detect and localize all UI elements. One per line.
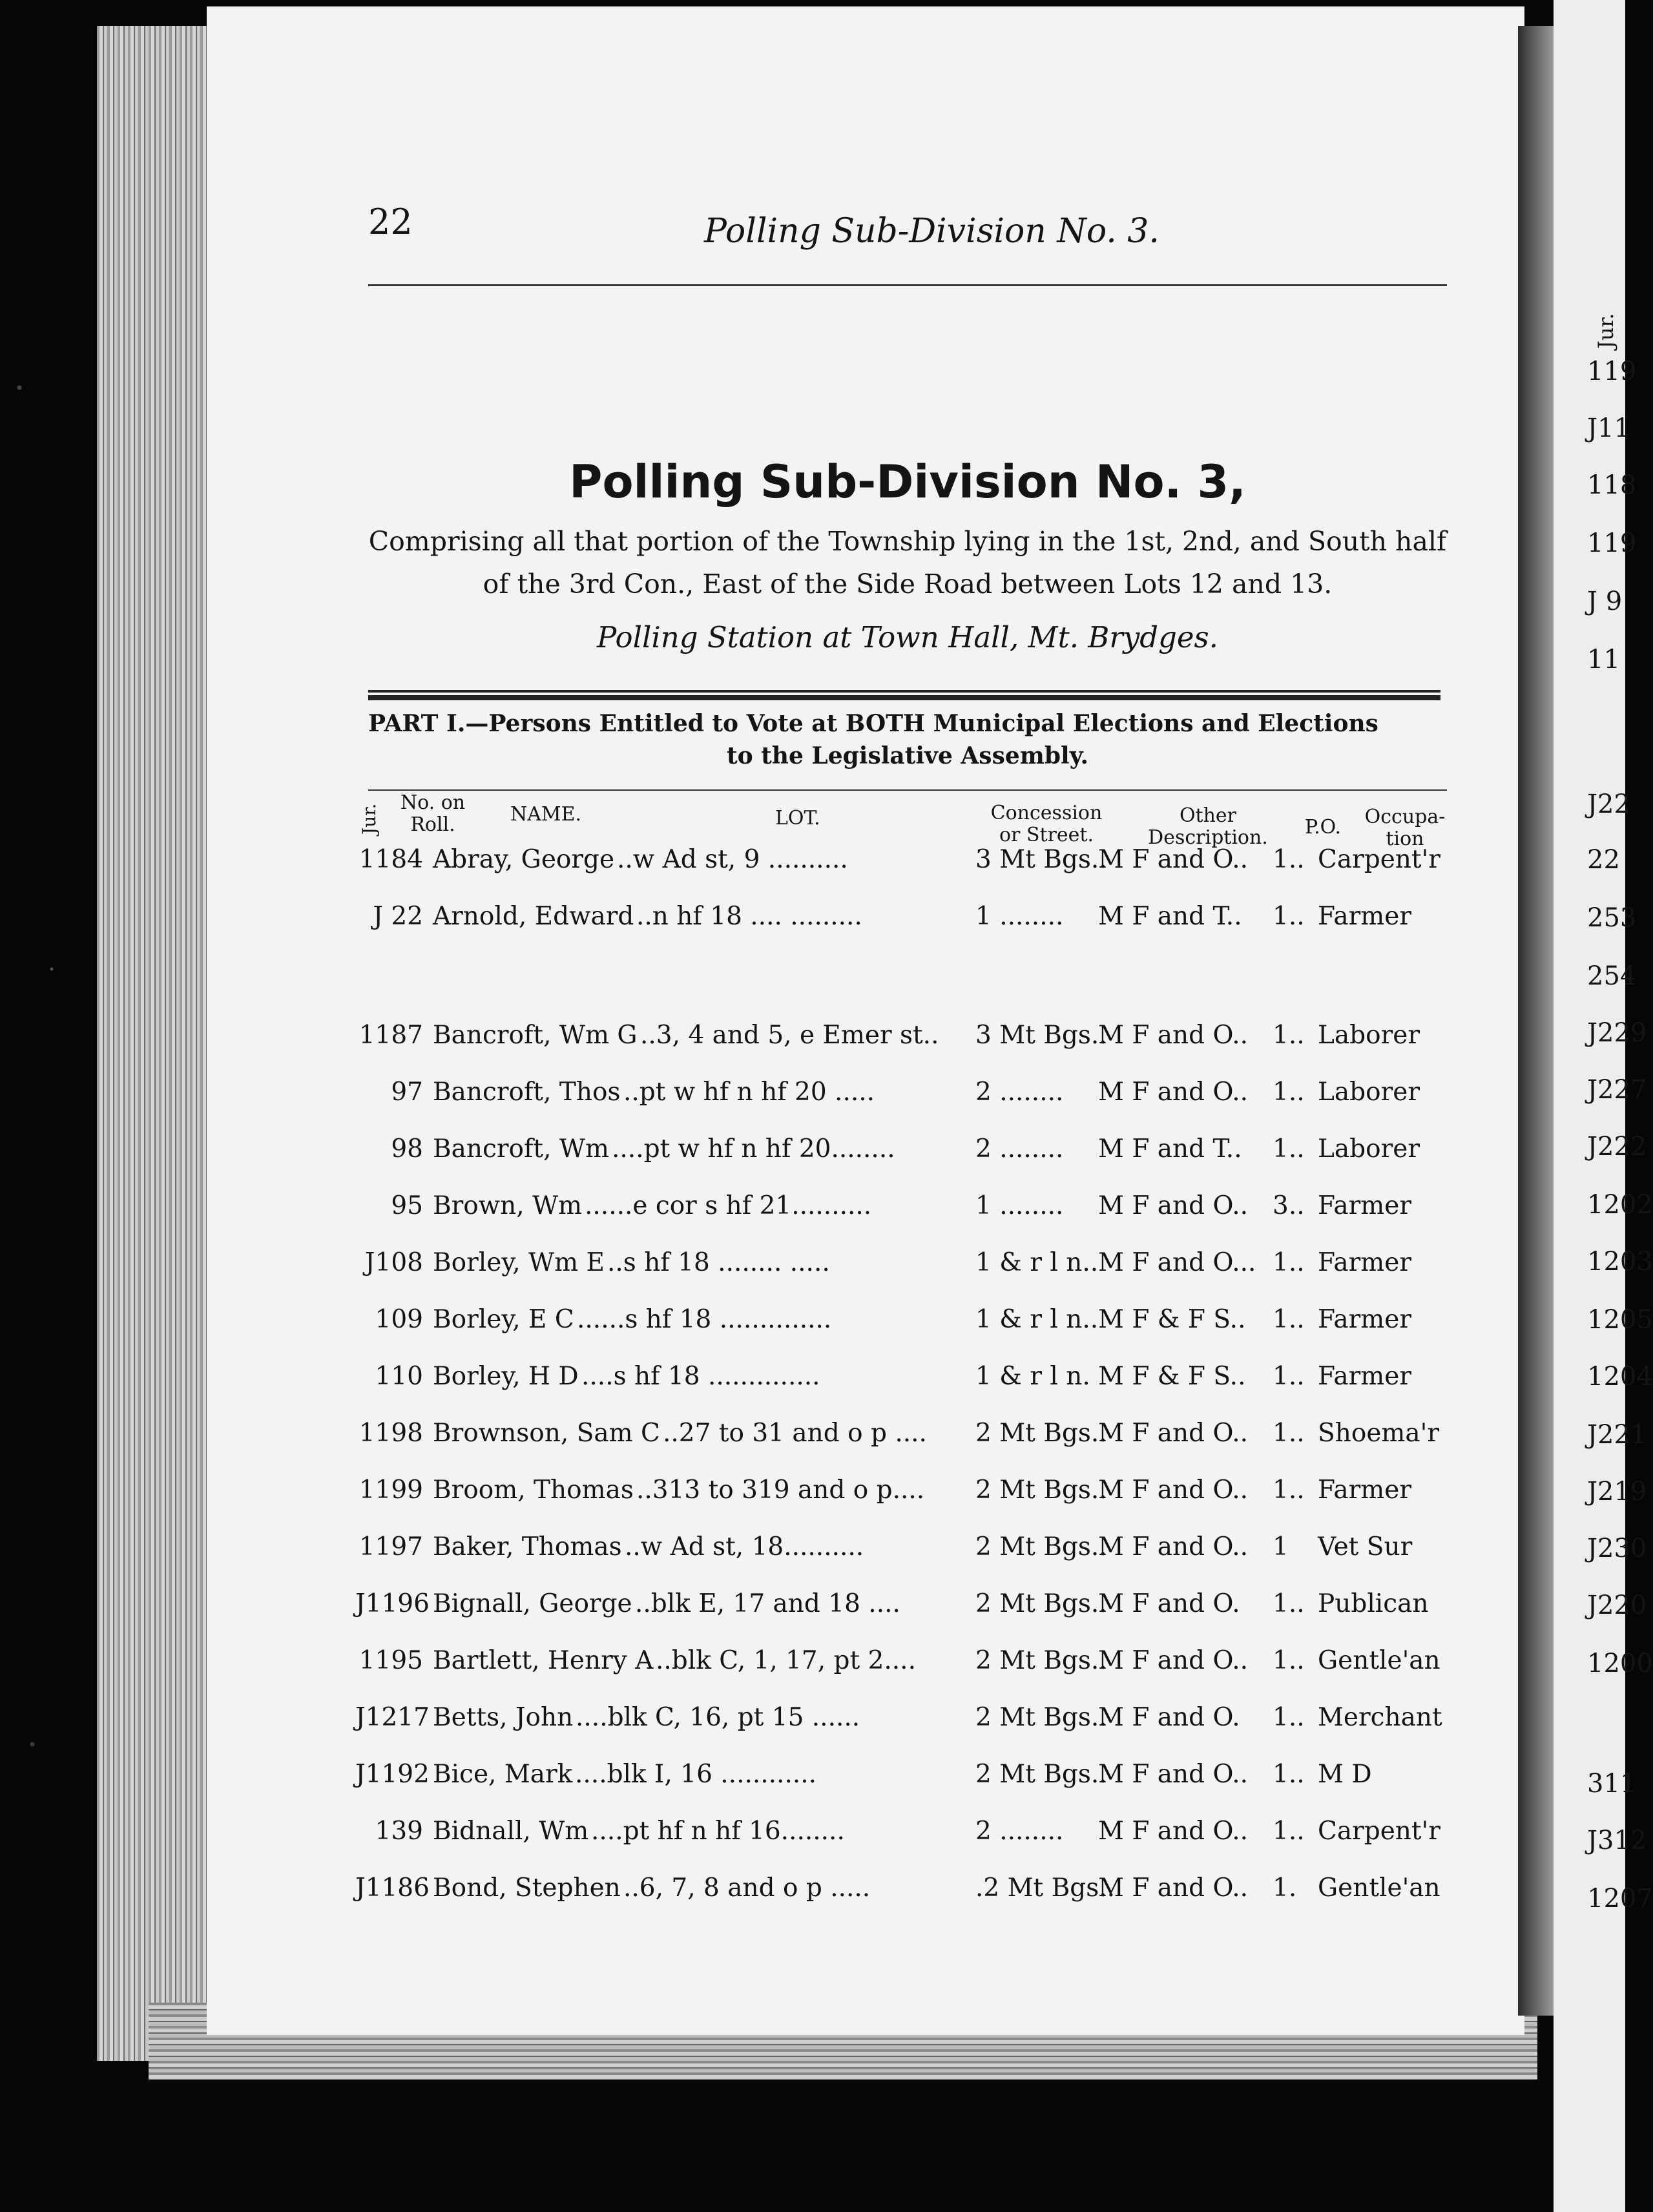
occupation: Farmer [1318,1305,1412,1334]
table-row [355,1419,1453,1457]
concession: 2 Mt Bgs.. [975,1532,1107,1561]
table-row [355,1817,1453,1855]
post-office: 1.. [1273,1248,1305,1277]
area-description-line: Comprising all that portion of the Township lying in the 1st, 2nd, and South half [368,526,1447,557]
column-header-roll: No. on Roll. [400,791,466,836]
running-title: Polling Sub-Division No. 3. [704,212,1159,251]
other-description: M F and O. [1098,1703,1240,1732]
concession: 1 ........ [975,902,1064,931]
facing-page-fragment: 1204 [1587,1362,1653,1392]
column-header-other-description: Other Description. [1148,804,1268,849]
post-office: 1.. [1273,1646,1305,1675]
lot: ..pt w hf n hf 20 ..... [623,1078,875,1107]
post-office: 1.. [1273,1362,1305,1391]
roll-number: 1184 [359,845,423,874]
occupation: Farmer [1318,1248,1412,1277]
facing-page-fragment: J222 [1587,1132,1647,1162]
post-office: 1. [1273,1873,1297,1903]
voter-name: Bignall, George [433,1589,632,1618]
other-description: M F and O... [1098,1248,1256,1277]
part-heading-line: to the Legislative Assembly. [726,742,1089,769]
other-description: M F and O.. [1098,1817,1249,1846]
post-office: 1 [1273,1532,1289,1561]
lot: ..n hf 18 .... ......... [636,902,862,931]
other-description: M F and O.. [1098,1078,1249,1107]
occupation: Farmer [1318,1476,1412,1505]
table-row [355,1134,1453,1173]
occupation: Laborer [1318,1021,1420,1050]
post-office: 1.. [1273,845,1305,874]
table-row [355,1476,1453,1514]
roll-number: 109 [375,1305,423,1334]
other-description: M F and O.. [1098,1476,1249,1505]
post-office: 1.. [1273,1078,1305,1107]
other-description: M F and O. [1098,1589,1240,1618]
facing-page-fragment: J312 [1587,1826,1647,1855]
occupation: Shoema'r [1318,1419,1439,1448]
other-description: M F and T.. [1098,1134,1242,1163]
post-office: 3.. [1273,1191,1305,1220]
roll-number: J 22 [373,902,423,931]
occupation: Farmer [1318,1362,1412,1391]
facing-page-fragment: J221 [1587,1420,1647,1450]
other-description: M F and O.. [1098,1760,1249,1789]
concession: 1 ........ [975,1191,1064,1220]
concession: 1 & r l n.. [975,1305,1099,1334]
concession: 2 Mt Bgs.. [975,1646,1107,1675]
other-description: M F and O.. [1098,1419,1249,1448]
post-office: 1.. [1273,1703,1305,1732]
lot: ..313 to 319 and o p.... [636,1476,925,1505]
column-header-concession: Concession or Street. [990,802,1103,846]
roll-number: 98 [391,1134,423,1163]
page-number: 22 [368,202,413,242]
area-description-line: of the 3rd Con., East of the Side Road between Lots 12 and 13. [483,569,1333,600]
voter-name: Bancroft, Wm [433,1134,609,1163]
table-row [355,1646,1453,1685]
concession: 2 ........ [975,1078,1064,1107]
voter-name: Bancroft, Wm G [433,1021,638,1050]
occupation: Farmer [1318,902,1412,931]
table-row [355,1589,1453,1628]
facing-page-fragment: 1200 [1587,1649,1653,1678]
facing-page-fragment: J11 [1587,413,1630,443]
voter-name: Arnold, Edward [433,902,634,931]
table-row [355,1021,1453,1059]
table-row [355,1873,1453,1912]
polling-station: Polling Station at Town Hall, Mt. Brydges. [597,620,1218,654]
lot: ..blk E, 17 and 18 .... [635,1589,900,1618]
voter-name: Bond, Stephen [433,1873,621,1903]
other-description: M F & F S.. [1098,1305,1246,1334]
table-row [355,902,1453,941]
table-row [355,1362,1453,1401]
facing-page-fragment: 119 [1587,357,1637,386]
roll-number: J1217 [355,1703,430,1732]
voter-name: Borley, E C [433,1305,574,1334]
roll-number: J108 [364,1248,423,1277]
post-office: 1.. [1273,1134,1305,1163]
facing-page-fragment: 254 [1587,961,1637,991]
roll-number: J1186 [355,1873,430,1903]
roll-number: 1187 [359,1021,423,1050]
post-office: 1.. [1273,1817,1305,1846]
occupation: Laborer [1318,1078,1420,1107]
facing-page-fragment: 118 [1587,470,1637,500]
other-description: M F and O.. [1098,1646,1249,1675]
other-description: M F & F S.. [1098,1362,1246,1391]
concession: 1 & r l n. [975,1362,1090,1391]
section-title: Polling Sub-Division No. 3, [569,455,1246,508]
other-description: M F and O.. [1098,845,1249,874]
concession: 3 Mt Bgs.. [975,845,1107,874]
column-header-name: NAME. [510,803,582,826]
table-row [355,845,1453,884]
voter-name: Brownson, Sam C [433,1419,660,1448]
roll-number: 1195 [359,1646,423,1675]
lot: ..27 to 31 and o p .... [663,1419,927,1448]
concession: 2 Mt Bgs.. [975,1419,1107,1448]
voter-name: Broom, Thomas [433,1476,634,1505]
column-header-po: P.O. [1305,816,1342,839]
lot: ....pt hf n hf 16........ [591,1817,845,1846]
roll-number: 97 [391,1078,423,1107]
header-rule [368,284,1447,286]
concession: 2 Mt Bgs.. [975,1760,1107,1789]
occupation: Vet Sur [1318,1532,1413,1561]
roll-number: 1198 [359,1419,423,1448]
facing-page-fragment: J 9 [1587,587,1623,616]
table-row [355,1703,1453,1742]
concession: 3 Mt Bgs.. [975,1021,1107,1050]
voter-name: Borley, Wm E [433,1248,605,1277]
occupation: Laborer [1318,1134,1420,1163]
facing-page-jur-label: Jur. [1594,313,1618,349]
concession: 2 Mt Bgs.. [975,1476,1107,1505]
occupation: Carpent'r [1318,1817,1440,1846]
lot: ..3, 4 and 5, e Emer st.. [640,1021,939,1050]
voter-name: Borley, H D [433,1362,579,1391]
lot: ..6, 7, 8 and o p ..... [623,1873,871,1903]
post-office: 1.. [1273,1021,1305,1050]
facing-page-fragment: 1203 [1587,1247,1653,1277]
lot: ......e cor s hf 21.......... [585,1191,872,1220]
roll-number: 1197 [359,1532,423,1561]
other-description: M F and O.. [1098,1021,1249,1050]
facing-page-fragment: J220 [1587,1591,1647,1620]
lot: ..w Ad st, 9 .......... [617,845,848,874]
post-office: 1.. [1273,1589,1305,1618]
voter-name: Bancroft, Thos [433,1078,621,1107]
post-office: 1.. [1273,1419,1305,1448]
part-heading [368,707,1447,772]
voter-name: Bartlett, Henry A [433,1646,654,1675]
facing-page-fragment: J229 [1587,1018,1647,1048]
roll-number: 139 [375,1817,423,1846]
concession: 1 & r l n.. [975,1248,1099,1277]
concession: 2 Mt Bgs.. [975,1589,1107,1618]
facing-page-edge [1554,0,1653,2212]
other-description: M F and O.. [1098,1191,1249,1220]
other-description: M F and O.. [1098,1873,1249,1903]
facing-page-fragment: 11 [1587,645,1620,674]
double-rule [368,690,1440,700]
facing-page-fragment: 1205 [1587,1305,1653,1335]
roll-number: 110 [375,1362,423,1391]
concession: .2 Mt Bgs.. [975,1873,1116,1903]
facing-page-fragment: J22 [1587,789,1630,819]
concession: 2 ........ [975,1134,1064,1163]
post-office: 1.. [1273,1476,1305,1505]
roll-number: J1196 [355,1589,430,1618]
area-description [368,520,1447,605]
concession: 2 Mt Bgs.. [975,1703,1107,1732]
facing-page-fragment: 1207 [1587,1884,1653,1914]
voter-name: Brown, Wm [433,1191,583,1220]
voter-name: Abray, George [433,845,615,874]
voter-name: Bidnall, Wm [433,1817,589,1846]
column-header-rule [368,789,1447,791]
facing-page-fragment: 253 [1587,903,1637,933]
lot: ....pt w hf n hf 20........ [612,1134,895,1163]
roll-number: 1199 [359,1476,423,1505]
book-page-edges-left [97,26,213,2061]
facing-page-fragment: J219 [1587,1477,1647,1507]
roll-number: 95 [391,1191,423,1220]
occupation: Merchant [1318,1703,1442,1732]
occupation: Publican [1318,1589,1429,1618]
roll-number: J1192 [355,1760,430,1789]
facing-page-fragment: 119 [1587,528,1637,558]
lot: ....blk C, 16, pt 15 ...... [576,1703,860,1732]
column-header-lot: LOT. [775,807,820,830]
column-header-occupation: Occupa- tion [1364,806,1446,850]
occupation: Gentle'an [1318,1873,1440,1903]
occupation: Carpent'r [1318,845,1440,874]
other-description: M F and O.. [1098,1532,1249,1561]
occupation: Farmer [1318,1191,1412,1220]
lot: ....s hf 18 .............. [581,1362,820,1391]
book-gutter [1518,26,1554,2016]
voter-name: Betts, John [433,1703,574,1732]
facing-page-fragment: J230 [1587,1534,1647,1563]
occupation: Gentle'an [1318,1646,1440,1675]
occupation: M D [1318,1760,1372,1789]
lot: ..w Ad st, 18.......... [625,1532,864,1561]
facing-page-fragment: 1202 [1587,1190,1653,1220]
running-head [368,194,1473,271]
facing-page-fragment: 311 [1587,1769,1637,1799]
voter-name: Bice, Mark [433,1760,573,1789]
concession: 2 ........ [975,1817,1064,1846]
part-heading-line: PART I.—Persons Entitled to Vote at BOTH Municipal Elections and Elections [368,710,1378,737]
lot: ..blk C, 1, 17, pt 2.... [656,1646,916,1675]
table-row [355,1532,1453,1571]
lot: ......s hf 18 .............. [577,1305,832,1334]
column-header-jur: Jur. [359,803,380,835]
facing-page-fragment: 22 [1587,845,1620,875]
post-office: 1.. [1273,902,1305,931]
facing-page-fragment: J227 [1587,1075,1647,1105]
voter-name: Baker, Thomas [433,1532,622,1561]
table-row [355,1760,1453,1799]
table-row [355,1248,1453,1287]
lot: ..s hf 18 ........ ..... [607,1248,830,1277]
table-row [355,1078,1453,1116]
table-row [355,1305,1453,1344]
post-office: 1.. [1273,1760,1305,1789]
lot: ....blk I, 16 ............ [575,1760,817,1789]
other-description: M F and T.. [1098,902,1242,931]
table-row [355,1191,1453,1230]
scan-background [0,0,90,2212]
post-office: 1.. [1273,1305,1305,1334]
